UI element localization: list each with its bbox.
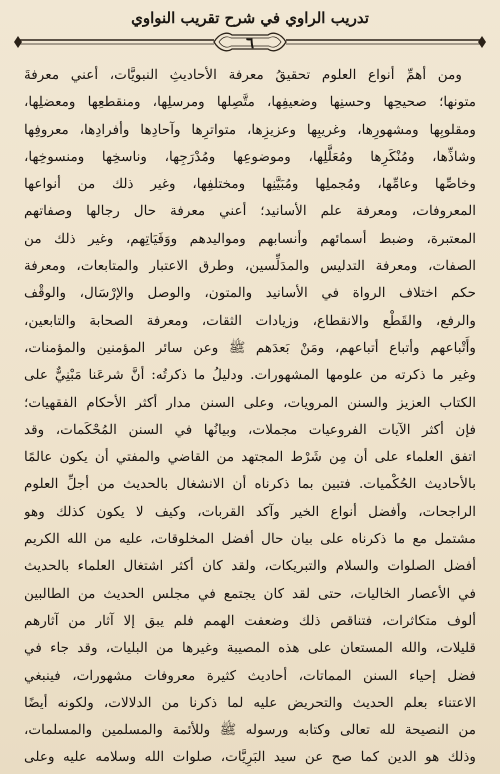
- text-line: ومقلوبِها ومشهورِها، وغريبِها وعزيزِها، متواترِها وآحادِها وأفرادِها، معروفِها: [24, 121, 476, 138]
- text-line: فإن أكثر الآيات الفروعيات مجملات، وبيانُها في السنن المُحْكَمات، وقد: [24, 421, 476, 438]
- text-line: أفضل الصلوات والسلام والتبريكات، ولقد كان أكثر اشتغال العلماء بالحديث: [24, 558, 476, 575]
- text-line: وشاذِّها، ومُنْكَرِها ومُعَلَّلِها، وموضوعِها ومُدْرَجِها، وناسخِها ومنسوخِها،: [24, 148, 476, 165]
- text-line: في الأعصار الخاليات، حتى لقد كان يجتمع في مجلس الحديث من الطالبين: [24, 585, 476, 602]
- text-line: متونها؛ صحيحِها وحسنِها وضعيفِها، متَّصِلها ومرسلِها، ومنقطعِها ومعضلِها،: [24, 94, 476, 111]
- text-line: وأَتْباعهم وأتباع أتباعهم، ومَنْ بَعدَهم ﷺ وعن سائر المؤمنين والمؤمنات،: [24, 339, 476, 356]
- text-line: الراجحات، وأفضل أنواع الخير وآكد القربات، وكيف لا يكون كذلك وهو: [24, 503, 476, 520]
- text-line: المعروفات، ومعرفة علم الأسانيد؛ أعني معرفة حال رجالها وصفاتهم: [24, 203, 476, 220]
- text-line: بالأحاديث الحُكْميات. فتبين بما ذكرناه أن الانشغال بالحديث من أجلِّ العلوم: [24, 476, 476, 493]
- text-line: المعتبرة، وضبط أسمائهم وأنسابهم ومواليدهم ووَفَيَاتِهم، وغير ذلك من: [24, 230, 476, 247]
- text-line: من النصيحة لله تعالى وكتابه ورسوله ﷺ وللأئمة والمسلمين والمسلمات،: [24, 722, 476, 739]
- text-line: اتفق العلماء على أن مِن شَرْط المجتهد من القاضي والمفتي أن يكون عالمًا: [24, 449, 476, 466]
- text-line: وغير ما ذكرته من علومها المشهورات. ودليلُ ما ذكرتُه: أنَّ شرعَنا مَبْنِيٌّ على: [24, 367, 476, 384]
- page-number: ٦: [245, 34, 255, 52]
- text-line: الاعتناء بعلم الحديث والتحريض عليه لما ذكرنا من الدلالات، ولكونه أيضًا: [24, 694, 476, 711]
- body-text: [24, 62, 476, 766]
- text-line: والرفع، والقَطْع والانقطاع، وزيادات الثقات، ومعرفة الصحابة والتابعين،: [24, 312, 476, 329]
- text-line: الكتاب العزيز والسنن المرويات، وعلى السنن مدار أكثر الأحكام الفقهيات؛: [24, 394, 476, 411]
- text-line: وخاصِّها وعامِّها، ومُجملِها ومُبَيَّنِها ومختلفِها، وغير ذلك من أنواعها: [24, 176, 476, 193]
- text-line: مشتمل مع ما ذكرناه على بيان حال أفضل المخلوقات، عليه من الله الكريم: [24, 531, 476, 548]
- running-title: تدريب الراوي في شرح تقريب النواوي: [131, 9, 369, 27]
- text-line: ومن أهمِّ أنواع العلوم تحقيقُ معرفة الأحاديثِ النبويَّات، أعني معرفةَ: [24, 67, 462, 83]
- text-line: وذلك هو الدين كما صح عن سيد البَرِيَّات، صلوات الله وسلامه عليه وعلى: [24, 749, 476, 766]
- text-line: الصفات، ومعرفة التدليس والمدَلِّسين، وطرق الاعتبار والمتابعات، ومعرفة: [24, 258, 476, 275]
- text-line: ألوف متكاثرات، فتناقص ذلك وضعفت الهمم فلم يبق إلا آثار من آثارهم: [24, 612, 476, 629]
- text-line: حكم اختلاف الرواة في الأسانيد والمتون، والوصل والإرْسَال، والوقْف: [24, 285, 476, 302]
- text-line: قليلات، والله المستعان على هذه المصيبة وغيرها من البليات، وقد جاء في: [24, 640, 476, 657]
- text-line: فضل إحياء السنن المماتات، أحاديث كثيرة معروفات مشهورات، فينبغي: [24, 667, 476, 684]
